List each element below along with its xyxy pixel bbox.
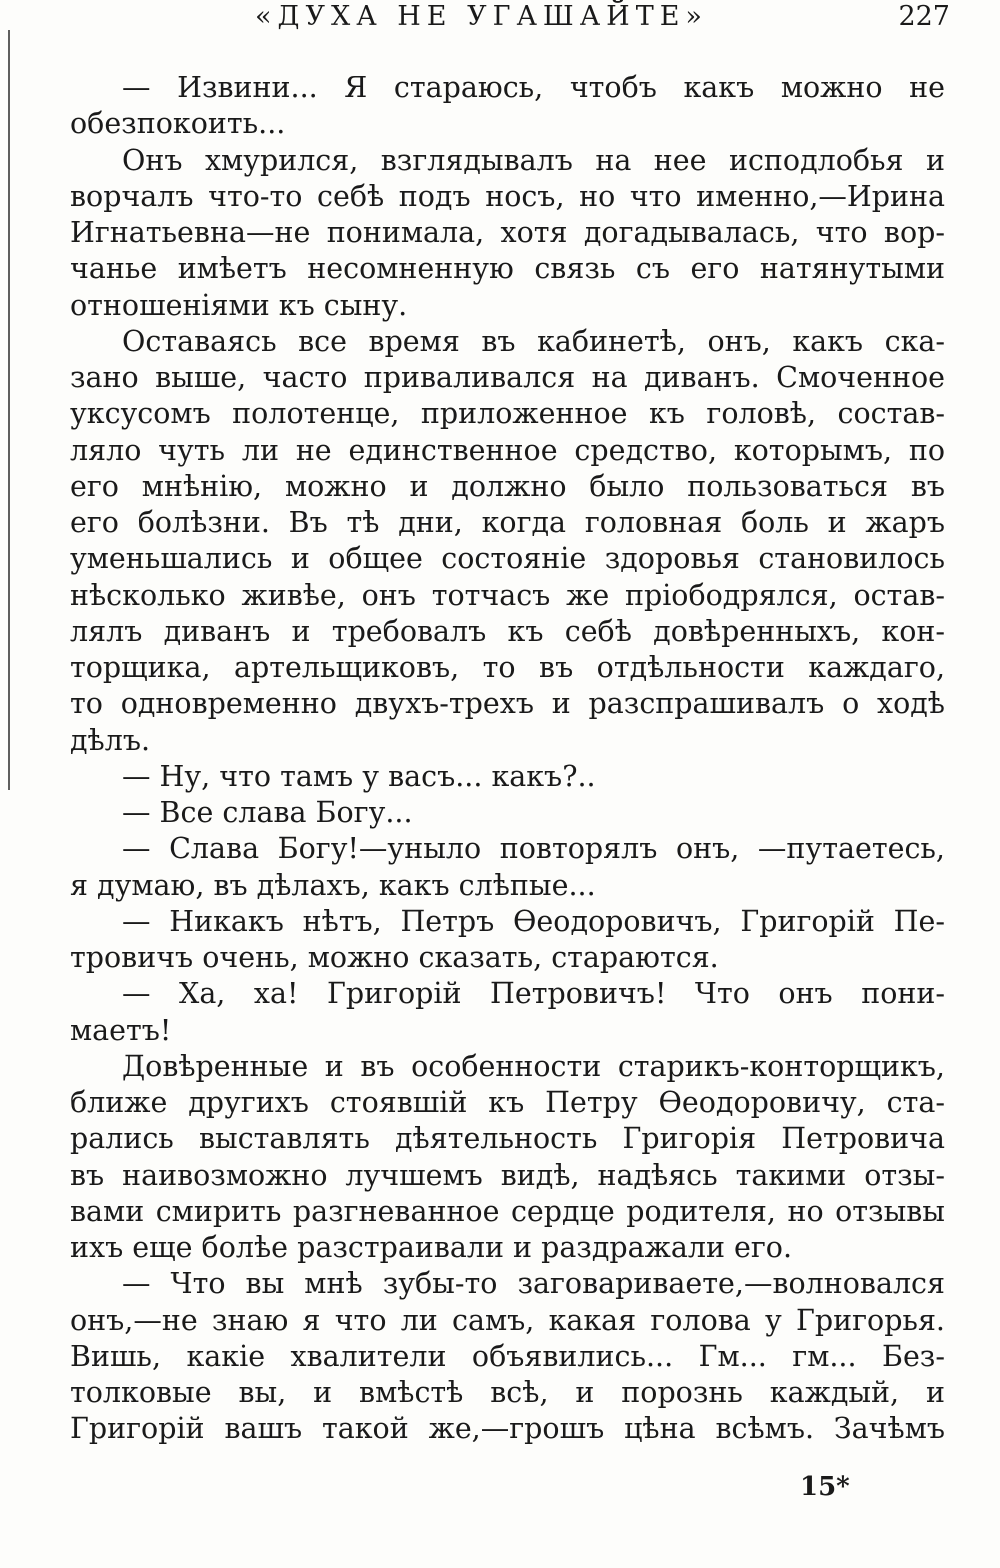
text-line: дѣлъ. xyxy=(70,723,151,757)
text-line: нѣсколько живѣе, онъ тотчасъ же пріободрялся, остав- xyxy=(70,578,945,612)
text-line: — Слава Богу!—уныло повторялъ онъ, —путаетесь, xyxy=(122,832,945,866)
text-line: я думаю, въ дѣлахъ, какъ слѣпые... xyxy=(70,868,596,902)
body-text xyxy=(70,70,945,1448)
text-line: обезпокоить... xyxy=(70,107,286,141)
text-line: ворчалъ что-то себѣ подъ носъ, но что именно,—Ирина xyxy=(70,179,945,213)
text-line: ляло чуть ли не единственное средство, которымъ, по xyxy=(70,433,945,467)
text-line: тровичъ очень, можно сказать, стараются. xyxy=(70,941,719,974)
text-line: отношеніями къ сыну. xyxy=(70,288,408,322)
page-number: 227 xyxy=(898,1,950,32)
text-line: Вишь, какіе хвалители объявились... Гм... гм... Без- xyxy=(70,1339,945,1373)
page-header xyxy=(0,0,1000,34)
text-line: его болѣзни. Въ тѣ дни, когда головная боль и жаръ xyxy=(70,506,945,539)
text-line: Игнатьевна—не понимала, хотя догадывалась, что вор- xyxy=(70,216,945,249)
text-line: — Что вы мнѣ зубы-то заговариваете,—волновался xyxy=(122,1267,945,1301)
text-line: толковые вы, и вмѣстѣ всѣ, и порознь каждый, и xyxy=(70,1376,945,1409)
printer-signature-mark: 15* xyxy=(800,1472,850,1502)
text-line: ихъ еще болѣе разстраивали и раздражали его. xyxy=(70,1231,793,1264)
text-line: ближе другихъ стоявшій къ Петру Ѳеодоровичу, ста- xyxy=(70,1086,945,1119)
text-line: его мнѣнію, можно и должно было пользоваться въ xyxy=(70,469,945,503)
text-line: Довѣренные и въ особенности старикъ-конторщикъ, xyxy=(122,1049,945,1083)
page-edge-rule xyxy=(8,30,10,790)
text-line: зано выше, часто приваливался на диванъ. Смоченное xyxy=(70,361,945,394)
text-line: рались выставлять дѣятельность Григорія Петровича xyxy=(70,1122,945,1156)
text-line: онъ,—не знаю я что ли самъ, какая голова у Григорья. xyxy=(70,1303,945,1337)
text-line: Оставаясь все время въ кабинетѣ, онъ, какъ ска- xyxy=(122,324,945,358)
text-line: торщика, артельщиковъ, то въ отдѣльности каждаго, xyxy=(70,651,945,684)
text-line: уксусомъ полотенце, приложенное къ головѣ, состав- xyxy=(70,397,945,431)
text-line: — Никакъ нѣтъ, Петръ Ѳеодоровичъ, Григорій Пе- xyxy=(122,904,945,938)
text-line: — Извини... Я стараюсь, чтобъ какъ можно не xyxy=(122,71,945,104)
text-line: Григорій вашъ такой же,—грошъ цѣна всѣмъ. Зачѣмъ xyxy=(70,1412,945,1446)
text-line: — Все слава Богу... xyxy=(122,796,413,829)
text-line: въ наивозможно лучшемъ видѣ, надѣясь такими отзы- xyxy=(70,1158,945,1192)
text-line: — Ну, что тамъ у васъ... какъ?.. xyxy=(122,759,596,793)
text-line: чанье имѣетъ несомненную связь съ его натянутыми xyxy=(70,252,945,286)
text-line: — Ха, ха! Григорій Петровичъ! Что онъ пони- xyxy=(122,977,945,1011)
text-line: то одновременно двухъ-трехъ и разспрашивалъ о ходѣ xyxy=(70,687,945,721)
text-line: вами смирить разгневанное сердце родителя, но отзывы xyxy=(70,1194,945,1228)
text-line: уменьшались и общее состояніе здоровья становилось xyxy=(70,542,945,576)
running-head: «ДУХА НЕ УГАШАЙТЕ» xyxy=(255,1,708,32)
text-line: Онъ хмурился, взглядывалъ на нее исподлобья и xyxy=(122,143,945,177)
text-line: лялъ диванъ и требовалъ къ себѣ довѣренныхъ, кон- xyxy=(70,614,945,648)
text-line: маетъ! xyxy=(70,1013,172,1047)
